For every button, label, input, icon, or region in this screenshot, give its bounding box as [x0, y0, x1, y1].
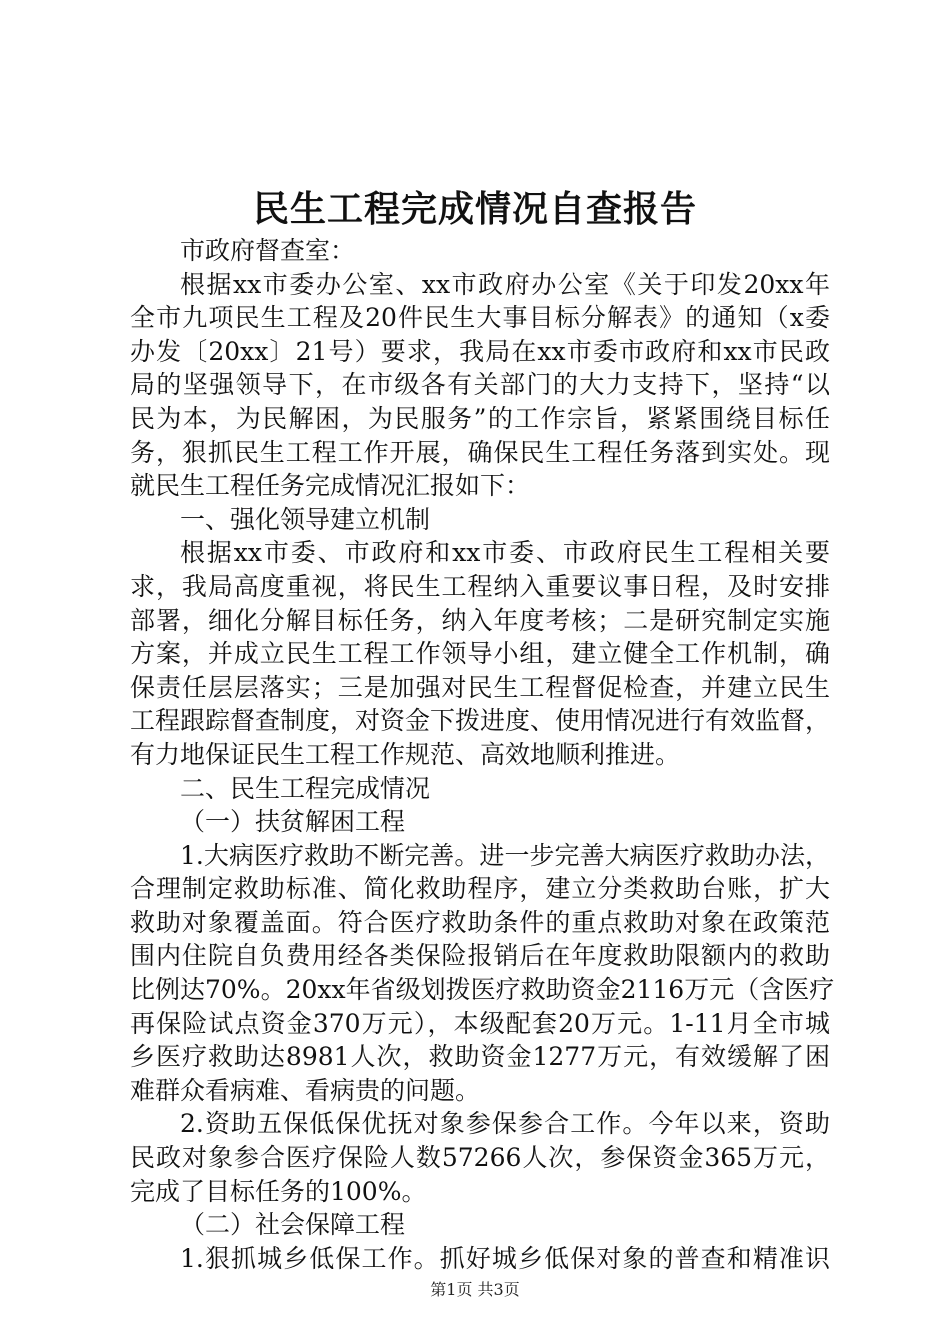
- paragraph-line: 二、民生工程完成情况: [180, 773, 431, 803]
- paragraph-line: 1.狠抓城乡低保工作。抓好城乡低保对象的普查和精准识: [180, 1243, 830, 1273]
- paragraph-line: 全市九项民生工程及20件民生大事目标分解表》的通知（x委: [130, 303, 830, 333]
- paragraph-line: 方案，并成立民生工程工作领导小组，建立健全工作机制，确: [130, 639, 830, 669]
- paragraph-line: 办发〔20xx〕21号）要求，我局在xx市委市政府和xx市民政: [130, 336, 830, 366]
- paragraph-line: 2.资助五保低保优抚对象参保参合工作。今年以来，资助: [180, 1109, 830, 1139]
- paragraph-line: 一、强化领导建立机制: [180, 504, 431, 534]
- paragraph-line: 保责任层层落实；三是加强对民生工程督促检查，并建立民生: [130, 672, 830, 702]
- paragraph-line: 求，我局高度重视，将民生工程纳入重要议事日程，及时安排: [130, 571, 830, 601]
- paragraph-line: 比例达70%。20xx年省级划拨医疗救助资金2116万元（含医疗: [130, 975, 835, 1005]
- document-title: 民生工程完成情况自查报告: [252, 188, 697, 230]
- paragraph-line: 完成了目标任务的100%。: [130, 1176, 427, 1206]
- document-body: [130, 234, 835, 1275]
- paragraph-line: 市政府督查室：: [180, 236, 356, 265]
- paragraph-line: 民为本，为民解困，为民服务”的工作宗旨，紧紧围绕目标任: [130, 403, 830, 433]
- paragraph-line: 围内住院自负费用经各类保险报销后在年度救助限额内的救助: [130, 941, 830, 971]
- paragraph-line: 救助对象覆盖面。符合医疗救助条件的重点救助对象在政策范: [130, 907, 830, 937]
- paragraph-line: 根据xx市委办公室、xx市政府办公室《关于印发20xx年: [180, 269, 830, 299]
- paragraph-line: 乡医疗救助达8981人次，救助资金1277万元，有效缓解了困: [130, 1042, 830, 1072]
- paragraph-line: 部署，细化分解目标任务，纳入年度考核；二是研究制定实施: [130, 605, 830, 635]
- paragraph-line: 务，狠抓民生工程工作开展，确保民生工程任务落到实处。现: [130, 437, 830, 467]
- paragraph-line: 难群众看病难、看病贵的问题。: [130, 1075, 481, 1105]
- paragraph-line: 民政对象参合医疗保险人数57266人次，参保资金365万元，: [130, 1143, 830, 1173]
- paragraph-line: 就民生工程任务完成情况汇报如下：: [130, 471, 531, 501]
- paragraph-line: 有力地保证民生工程工作规范、高效地顺利推进。: [130, 739, 681, 769]
- paragraph-line: 根据xx市委、市政府和xx市委、市政府民生工程相关要: [180, 538, 830, 568]
- page-footer: 第1页 共3页: [430, 1280, 520, 1299]
- paragraph-line: 再保险试点资金370万元），本级配套20万元。1-11月全市城: [130, 1008, 830, 1038]
- paragraph-line: （一）扶贫解困工程: [180, 807, 406, 837]
- paragraph-line: 1.大病医疗救助不断完善。进一步完善大病医疗救助办法，: [180, 840, 830, 870]
- paragraph-line: （二）社会保障工程: [180, 1210, 406, 1240]
- paragraph-line: 合理制定救助标准、简化救助程序，建立分类救助台账，扩大: [130, 874, 830, 904]
- paragraph-line: 局的坚强领导下，在市级各有关部门的大力支持下，坚持“以: [130, 370, 830, 400]
- paragraph-line: 工程跟踪督查制度，对资金下拨进度、使用情况进行有效监督，: [130, 706, 831, 736]
